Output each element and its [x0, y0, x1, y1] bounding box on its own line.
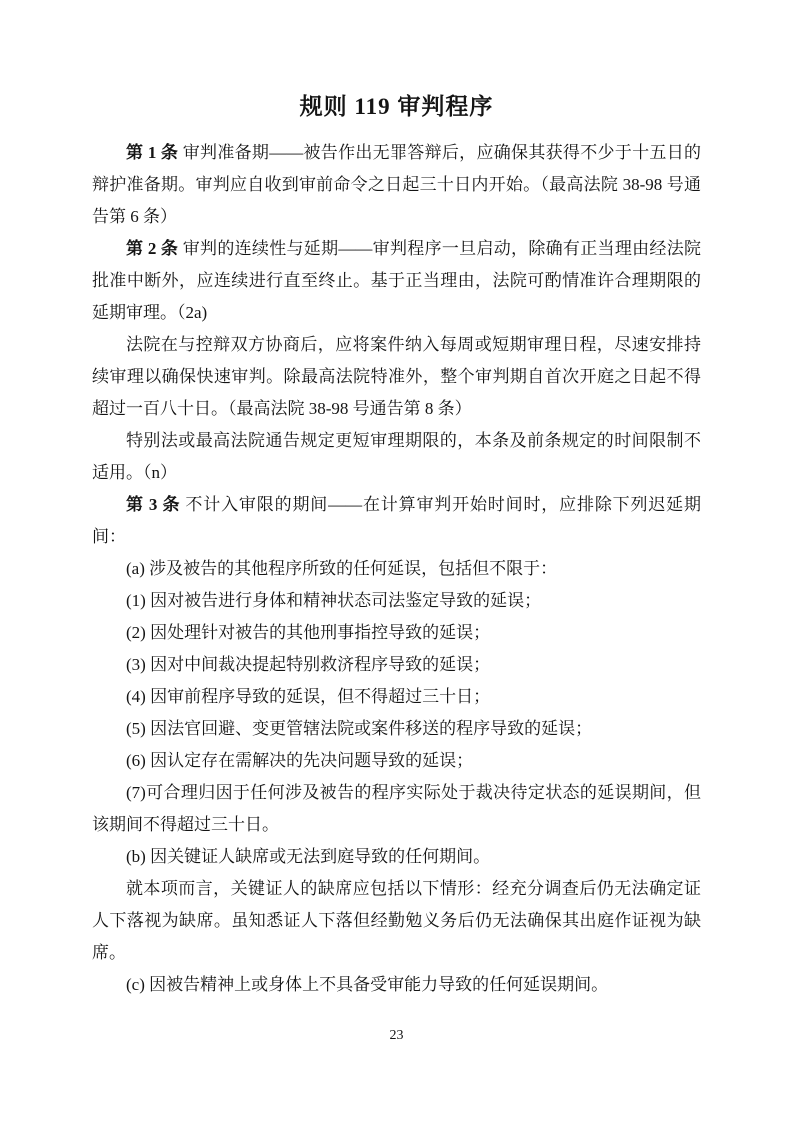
article-label: 第 1 条: [126, 143, 179, 162]
paragraph: 第 3 条 不计入审限的期间——在计算审判开始时间时，应排除下列迟延期间：: [92, 495, 701, 546]
article-label: 第 3 条: [126, 495, 181, 514]
page-title: 规则 119 审判程序: [299, 94, 494, 119]
paragraph: (4) 因审前程序导致的延误，但不得超过三十日；: [126, 687, 491, 706]
article-label: 第 2 条: [126, 239, 179, 258]
paragraph: 第 1 条 审判准备期——被告作出无罪答辩后，应确保其获得不少于十五日的辩护准备期。审判应自收到审前命令之日起三十日内开始。（最高法院 38-98 号通告第 6 条）: [92, 143, 702, 226]
paragraph: 特别法或最高法院通告规定更短审理期限的，本条及前条规定的时间限制不适用。（n）: [92, 431, 701, 482]
paragraph: (5) 因法官回避、变更管辖法院或案件移送的程序导致的延误；: [126, 719, 593, 738]
page-number: 23: [389, 1028, 404, 1043]
paragraph: (1) 因对被告进行身体和精神状态司法鉴定导致的延误；: [126, 591, 542, 610]
paragraph: 法院在与控辩双方协商后，应将案件纳入每周或短期审理日程，尽速安排持续审理以确保快速审判。除最高法院特准外，整个审判期自首次开庭之日起不得超过一百八十日。（最高法院 38-98 号通告第 8 条）: [92, 335, 701, 418]
paragraph: (c) 因被告精神上或身体上不具备受审能力导致的任何延误期间。: [126, 975, 609, 994]
paragraph: (b) 因关键证人缺席或无法到庭导致的任何期间。: [126, 847, 491, 866]
paragraph: (3) 因对中间裁决提起特别救济程序导致的延误；: [126, 655, 491, 674]
paragraph: (a) 涉及被告的其他程序所致的任何延误，包括但不限于：: [126, 559, 558, 578]
document-body: [92, 137, 701, 1001]
paragraph: 第 2 条 审判的连续性与延期——审判程序一旦启动，除确有正当理由经法院批准中断外，应连续进行直至终止。基于正当理由，法院可酌情准许合理期限的延期审理。（2a): [92, 239, 702, 322]
paragraph: 就本项而言，关键证人的缺席应包括以下情形：经充分调查后仍无法确定证人下落视为缺席。虽知悉证人下落但经勤勉义务后仍无法确保其出庭作证视为缺席。: [92, 879, 701, 962]
paragraph: (7)可合理归因于任何涉及被告的程序实际处于裁决待定状态的延误期间，但该期间不得超过三十日。: [92, 783, 701, 834]
paragraph: (2) 因处理针对被告的其他刑事指控导致的延误；: [126, 623, 491, 642]
paragraph: (6) 因认定存在需解决的先决问题导致的延误；: [126, 751, 474, 770]
